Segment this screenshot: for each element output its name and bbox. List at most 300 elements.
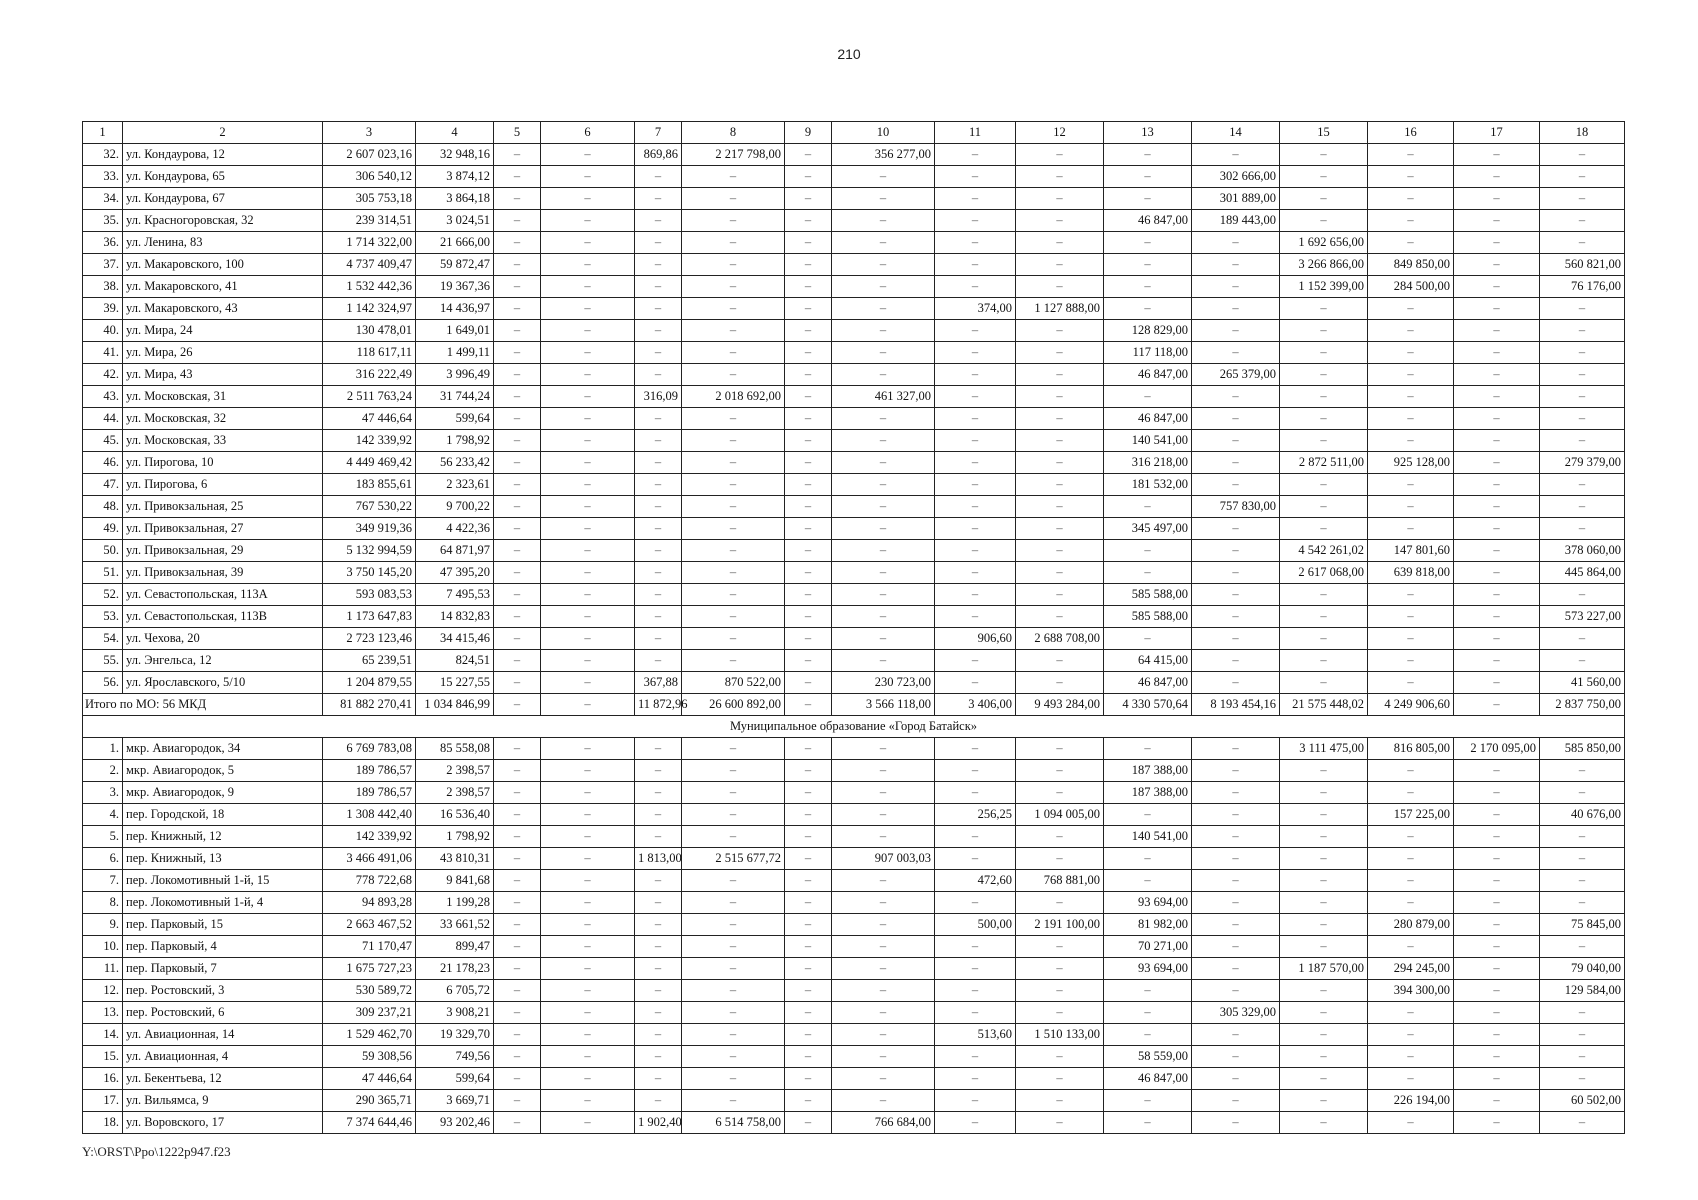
row-number-cell: 8. [83,892,123,914]
table-cell: – [682,892,785,914]
table-cell: – [1540,210,1625,232]
table-cell: – [682,430,785,452]
table-cell: – [1540,1068,1625,1090]
table-cell: 157 225,00 [1368,804,1454,826]
table-cell: – [785,1112,832,1134]
table-cell: – [1192,628,1280,650]
table-cell: – [682,166,785,188]
table-cell: – [635,364,682,386]
row-number-cell: 48. [83,496,123,518]
table-cell: – [832,320,935,342]
table-cell: – [494,672,541,694]
table-cell: – [785,364,832,386]
total-value-cell: 3 406,00 [935,694,1016,716]
table-cell: – [1104,276,1192,298]
table-cell: – [785,496,832,518]
table-cell: 43 810,31 [416,848,494,870]
table-cell: – [785,518,832,540]
table-cell: – [635,188,682,210]
table-cell: – [785,892,832,914]
table-row [83,408,1625,430]
table-cell: – [541,1068,635,1090]
table-cell: – [935,188,1016,210]
table-cell: – [635,1046,682,1068]
table-cell: 290 365,71 [323,1090,416,1112]
table-cell: 32 948,16 [416,144,494,166]
table-cell: 64 871,97 [416,540,494,562]
table-cell: – [832,474,935,496]
table-cell: – [1454,672,1540,694]
table-cell: – [541,936,635,958]
address-cell: ул. Севастопольская, 113В [123,606,323,628]
table-cell: – [541,408,635,430]
table-cell: – [494,1068,541,1090]
column-number-header: 12 [1016,122,1104,144]
table-cell: 117 118,00 [1104,342,1192,364]
row-number-cell: 49. [83,518,123,540]
total-value-cell: 11 872,96 [635,694,682,716]
table-cell: – [1016,430,1104,452]
table-cell: – [832,936,935,958]
table-cell: – [1192,958,1280,980]
table-cell: – [541,562,635,584]
table-cell: – [1454,848,1540,870]
table-cell: – [1104,738,1192,760]
table-cell: – [832,782,935,804]
table-cell: – [1368,628,1454,650]
table-cell: – [935,892,1016,914]
table-cell: – [1192,936,1280,958]
column-number-header: 14 [1192,122,1280,144]
table-cell: – [635,804,682,826]
table-cell: – [1368,364,1454,386]
table-cell: – [935,540,1016,562]
table-cell: – [494,232,541,254]
table-cell: 15 227,55 [416,672,494,694]
table-cell: – [494,606,541,628]
table-cell: – [1016,342,1104,364]
table-cell: – [1280,650,1368,672]
table-cell: – [541,276,635,298]
table-cell: – [1280,584,1368,606]
table-cell: – [1454,430,1540,452]
section-title-row [83,716,1625,738]
row-number-cell: 10. [83,936,123,958]
table-cell: – [494,650,541,672]
table-cell: – [494,188,541,210]
table-cell: – [635,474,682,496]
table-cell: 301 889,00 [1192,188,1280,210]
table-cell: – [1454,298,1540,320]
table-cell: – [1454,518,1540,540]
table-cell: – [1540,144,1625,166]
address-cell: ул. Макаровского, 43 [123,298,323,320]
table-cell: – [682,914,785,936]
table-cell: – [785,1002,832,1024]
table-cell: – [832,628,935,650]
address-cell: ул. Мира, 24 [123,320,323,342]
table-cell: – [1016,1002,1104,1024]
table-cell: – [682,452,785,474]
table-cell: – [1280,804,1368,826]
table-cell: 639 818,00 [1368,562,1454,584]
table-cell: 302 666,00 [1192,166,1280,188]
table-cell: 2 511 763,24 [323,386,416,408]
table-cell: 1 649,01 [416,320,494,342]
row-number-cell: 5. [83,826,123,848]
table-cell: – [1454,474,1540,496]
column-number-header: 1 [83,122,123,144]
table-cell: – [1016,826,1104,848]
table-cell: 284 500,00 [1368,276,1454,298]
table-cell: – [935,584,1016,606]
table-cell: – [1192,826,1280,848]
total-row [83,694,1625,716]
table-cell: – [1280,1068,1368,1090]
table-cell: – [935,386,1016,408]
table-cell: – [1192,738,1280,760]
table-cell: – [682,320,785,342]
table-cell: – [541,892,635,914]
data-table-container [82,121,1625,1134]
table-cell: – [682,782,785,804]
table-cell: – [635,1068,682,1090]
address-cell: ул. Авиационная, 4 [123,1046,323,1068]
address-cell: мкр. Авиагородок, 9 [123,782,323,804]
table-cell: 2 607 023,16 [323,144,416,166]
address-cell: ул. Кондаурова, 65 [123,166,323,188]
table-cell: – [1454,804,1540,826]
table-cell: – [1192,320,1280,342]
table-cell: 816 805,00 [1368,738,1454,760]
table-cell: 2 515 677,72 [682,848,785,870]
table-cell: – [1104,628,1192,650]
table-cell: – [1454,562,1540,584]
table-cell: – [1280,496,1368,518]
table-cell: – [1016,474,1104,496]
table-cell: 226 194,00 [1368,1090,1454,1112]
table-cell: – [1454,1024,1540,1046]
table-cell: 560 821,00 [1540,254,1625,276]
table-cell: – [1454,628,1540,650]
table-cell: – [635,980,682,1002]
total-value-cell: – [494,694,541,716]
table-cell: 140 541,00 [1104,430,1192,452]
table-cell: – [1280,936,1368,958]
table-cell: – [1016,276,1104,298]
table-cell: 766 684,00 [832,1112,935,1134]
row-number-cell: 33. [83,166,123,188]
address-cell: пер. Локомотивный 1-й, 4 [123,892,323,914]
table-cell: – [494,496,541,518]
table-cell: – [1540,298,1625,320]
table-cell: – [1454,958,1540,980]
row-number-cell: 45. [83,430,123,452]
total-value-cell: 26 600 892,00 [682,694,785,716]
table-cell: 869,86 [635,144,682,166]
table-cell: – [1540,650,1625,672]
table-cell: – [635,738,682,760]
table-row [83,320,1625,342]
row-number-cell: 52. [83,584,123,606]
table-cell: – [682,958,785,980]
table-cell: 31 744,24 [416,386,494,408]
table-cell: – [1016,540,1104,562]
table-cell: – [1016,1090,1104,1112]
row-number-cell: 41. [83,342,123,364]
table-cell: – [1192,232,1280,254]
table-cell: 305 753,18 [323,188,416,210]
table-cell: – [1454,1068,1540,1090]
table-cell: – [1280,342,1368,364]
total-value-cell: – [541,694,635,716]
table-cell: – [1540,848,1625,870]
table-cell: 256,25 [935,804,1016,826]
table-cell: – [1104,980,1192,1002]
table-cell: 9 700,22 [416,496,494,518]
table-cell: 21 666,00 [416,232,494,254]
table-row [83,628,1625,650]
table-cell: 757 830,00 [1192,496,1280,518]
table-cell: – [1454,1046,1540,1068]
table-cell: – [1192,892,1280,914]
table-cell: – [1540,870,1625,892]
table-cell: 65 239,51 [323,650,416,672]
address-cell: мкр. Авиагородок, 5 [123,760,323,782]
table-cell: 142 339,92 [323,826,416,848]
table-cell: – [494,738,541,760]
table-cell: – [1016,760,1104,782]
table-cell: – [635,276,682,298]
address-cell: ул. Макаровского, 41 [123,276,323,298]
table-cell: – [541,1090,635,1112]
table-cell: – [1368,408,1454,430]
table-cell: 1 675 727,23 [323,958,416,980]
row-number-cell: 54. [83,628,123,650]
table-cell: – [1454,408,1540,430]
table-cell: 345 497,00 [1104,518,1192,540]
table-cell: – [541,386,635,408]
table-cell: – [1540,496,1625,518]
table-cell: – [1104,562,1192,584]
address-cell: ул. Привокзальная, 29 [123,540,323,562]
table-cell: – [1280,892,1368,914]
table-row [83,518,1625,540]
table-cell: – [935,606,1016,628]
table-cell: – [494,144,541,166]
table-cell: – [635,254,682,276]
table-cell: – [682,232,785,254]
table-cell: 94 893,28 [323,892,416,914]
table-cell: – [1192,980,1280,1002]
table-cell: – [1016,650,1104,672]
table-cell: 461 327,00 [832,386,935,408]
table-cell: – [1016,496,1104,518]
table-cell: 58 559,00 [1104,1046,1192,1068]
table-cell: – [682,1068,785,1090]
table-cell: – [541,518,635,540]
table-cell: – [1104,1090,1192,1112]
table-cell: – [1368,848,1454,870]
total-value-cell: 2 837 750,00 [1540,694,1625,716]
table-cell: – [1368,826,1454,848]
table-cell: – [541,474,635,496]
table-cell: 599,64 [416,408,494,430]
table-cell: – [1454,584,1540,606]
table-cell: – [1280,672,1368,694]
table-cell: – [1540,892,1625,914]
table-cell: – [785,408,832,430]
table-cell: 187 388,00 [1104,782,1192,804]
table-cell: – [935,848,1016,870]
table-cell: 906,60 [935,628,1016,650]
table-row [83,672,1625,694]
address-cell: ул. Энгельса, 12 [123,650,323,672]
table-cell: – [682,584,785,606]
table-cell: 46 847,00 [1104,672,1192,694]
table-row [83,1068,1625,1090]
table-cell: – [832,210,935,232]
table-cell: – [1016,1112,1104,1134]
address-cell: ул. Кондаурова, 12 [123,144,323,166]
total-value-cell: 9 493 284,00 [1016,694,1104,716]
table-cell: – [1192,540,1280,562]
table-cell: – [1454,650,1540,672]
table-cell: – [832,276,935,298]
table-cell: – [1280,628,1368,650]
table-cell: 21 178,23 [416,958,494,980]
table-cell: – [935,254,1016,276]
table-cell: – [682,408,785,430]
table-cell: 14 832,83 [416,606,494,628]
table-cell: 19 367,36 [416,276,494,298]
table-cell: 46 847,00 [1104,1068,1192,1090]
table-cell: – [785,1046,832,1068]
table-cell: – [832,958,935,980]
table-cell: – [1368,606,1454,628]
table-row [83,914,1625,936]
table-cell: – [935,826,1016,848]
table-cell: 1 187 570,00 [1280,958,1368,980]
row-number-cell: 4. [83,804,123,826]
row-number-cell: 34. [83,188,123,210]
address-cell: ул. Красногоровская, 32 [123,210,323,232]
table-cell: – [1016,232,1104,254]
table-row [83,276,1625,298]
table-cell: – [541,870,635,892]
table-cell: – [785,540,832,562]
table-cell: 1 692 656,00 [1280,232,1368,254]
table-cell: – [682,1046,785,1068]
table-cell: – [1454,760,1540,782]
row-number-cell: 35. [83,210,123,232]
table-cell: 2 398,57 [416,760,494,782]
column-number-header: 10 [832,122,935,144]
table-cell: – [832,1068,935,1090]
table-cell: – [494,1090,541,1112]
table-cell: – [494,848,541,870]
table-cell: – [1016,188,1104,210]
table-cell: 93 202,46 [416,1112,494,1134]
table-cell: 19 329,70 [416,1024,494,1046]
table-cell: – [541,364,635,386]
table-cell: – [494,936,541,958]
address-cell: пер. Ростовский, 6 [123,1002,323,1024]
table-cell: – [1368,1068,1454,1090]
table-cell: – [832,408,935,430]
table-cell: – [1016,254,1104,276]
address-cell: ул. Московская, 33 [123,430,323,452]
table-cell: 349 919,36 [323,518,416,540]
table-cell: – [635,760,682,782]
table-cell: 356 277,00 [832,144,935,166]
table-cell: – [935,144,1016,166]
table-cell: – [494,980,541,1002]
table-cell: 2 398,57 [416,782,494,804]
row-number-cell: 55. [83,650,123,672]
table-cell: 47 446,64 [323,408,416,430]
column-number-header: 17 [1454,122,1540,144]
table-cell: – [1454,540,1540,562]
table-cell: 64 415,00 [1104,650,1192,672]
table-cell: 3 111 475,00 [1280,738,1368,760]
column-number-header: 3 [323,122,416,144]
table-cell: – [935,342,1016,364]
table-cell: – [935,1112,1016,1134]
table-cell: – [1540,430,1625,452]
table-row [83,188,1625,210]
table-cell: – [1368,166,1454,188]
table-cell: – [635,936,682,958]
table-cell: – [1540,342,1625,364]
table-cell: – [1192,430,1280,452]
table-cell: – [1454,188,1540,210]
table-cell: – [1368,584,1454,606]
table-cell: – [1016,848,1104,870]
table-cell: 279 379,00 [1540,452,1625,474]
total-value-cell: 1 034 846,99 [416,694,494,716]
table-row [83,892,1625,914]
table-cell: – [1454,342,1540,364]
table-cell: – [635,298,682,320]
table-cell: – [635,826,682,848]
table-cell: – [935,496,1016,518]
table-cell: – [832,1090,935,1112]
table-cell: – [682,276,785,298]
column-number-header: 4 [416,122,494,144]
table-row [83,870,1625,892]
table-cell: – [1016,166,1104,188]
table-cell: – [785,342,832,364]
table-cell: – [935,232,1016,254]
table-cell: – [1016,584,1104,606]
table-cell: 189 443,00 [1192,210,1280,232]
table-cell: – [494,826,541,848]
table-cell: – [541,914,635,936]
row-number-cell: 15. [83,1046,123,1068]
table-cell: – [1016,738,1104,760]
table-cell: – [1280,1046,1368,1068]
column-number-header: 18 [1540,122,1625,144]
column-number-header: 13 [1104,122,1192,144]
table-cell: – [541,628,635,650]
row-number-cell: 36. [83,232,123,254]
table-cell: – [1280,166,1368,188]
table-cell: – [1368,518,1454,540]
table-cell: – [1104,386,1192,408]
table-cell: – [1192,760,1280,782]
table-cell: – [1540,474,1625,496]
